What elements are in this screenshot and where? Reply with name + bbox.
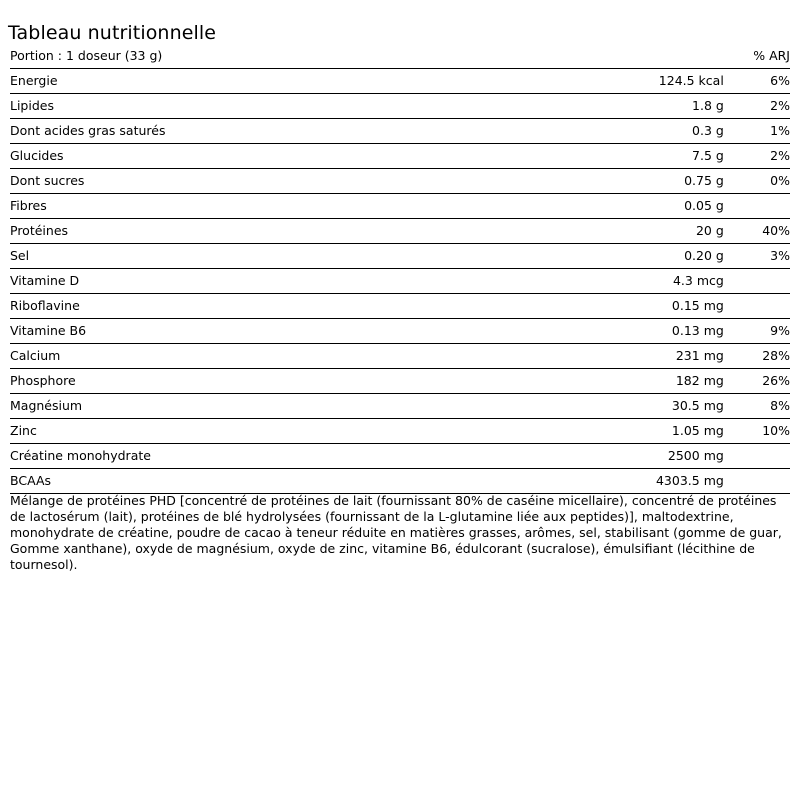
nutrient-percent-arj: 28% xyxy=(724,344,790,369)
nutrient-amount: 2500 mg xyxy=(481,444,724,469)
table-row xyxy=(10,344,790,369)
table-row xyxy=(10,69,790,94)
nutrient-percent-arj: 26% xyxy=(724,369,790,394)
table-row xyxy=(10,369,790,394)
ingredients-text: Mélange de protéines PHD [concentré de protéines de lait (fournissant 80% de caséine micellaire), concentré de protéines de lactosérum (lait), protéines de blé hydrolysées (fournissant de la L-glutamine liée aux peptides)], maltodextrine, monohydrate de créatine, poudre de cacao à teneur réduite en matières grasses, arômes, sel, stabilisant (gomme de guar, Gomme xanthane), oxyde de magnésium, oxyde de zinc, vitamine B6, édulcorant (sucralose), émulsifiant (lécithine de tournesol). xyxy=(10,492,782,573)
nutrient-amount: 0.20 g xyxy=(481,244,724,269)
table-row xyxy=(10,194,790,219)
table-row xyxy=(10,219,790,244)
nutrient-name: Créatine monohydrate xyxy=(10,444,481,469)
nutrient-name: Protéines xyxy=(10,219,481,244)
nutrient-name: Dont acides gras saturés xyxy=(10,119,481,144)
nutrient-amount: 1.8 g xyxy=(481,94,724,119)
nutrient-percent-arj xyxy=(724,269,790,294)
nutrient-name: Energie xyxy=(10,69,481,94)
nutrient-amount: 0.13 mg xyxy=(481,319,724,344)
nutrient-amount: 20 g xyxy=(481,219,724,244)
table-row xyxy=(10,169,790,194)
nutrient-amount: 30.5 mg xyxy=(481,394,724,419)
nutrient-name: Sel xyxy=(10,244,481,269)
nutrient-name: Fibres xyxy=(10,194,481,219)
nutrient-name: Riboflavine xyxy=(10,294,481,319)
nutrient-percent-arj: 6% xyxy=(724,69,790,94)
table-row xyxy=(10,444,790,469)
nutrient-amount: 4303.5 mg xyxy=(481,469,724,494)
page-title: Tableau nutritionnelle xyxy=(8,21,217,44)
nutrient-name: Vitamine B6 xyxy=(10,319,481,344)
nutrient-amount: 0.75 g xyxy=(481,169,724,194)
nutrient-percent-arj: 8% xyxy=(724,394,790,419)
nutrient-name: Zinc xyxy=(10,419,481,444)
nutrient-percent-arj: 2% xyxy=(724,94,790,119)
table-row xyxy=(10,294,790,319)
nutrient-amount: 0.05 g xyxy=(481,194,724,219)
nutrient-percent-arj xyxy=(724,444,790,469)
nutrient-name: Vitamine D xyxy=(10,269,481,294)
table-row xyxy=(10,394,790,419)
percent-arj-column-header: % ARJ xyxy=(724,44,790,69)
table-row xyxy=(10,319,790,344)
value-column-header xyxy=(481,44,724,69)
nutrient-percent-arj xyxy=(724,194,790,219)
table-row xyxy=(10,419,790,444)
nutrient-name: Dont sucres xyxy=(10,169,481,194)
nutrition-table-header-row xyxy=(10,44,790,69)
nutrient-amount: 7.5 g xyxy=(481,144,724,169)
nutrition-table xyxy=(10,44,790,494)
table-row xyxy=(10,469,790,494)
nutrient-percent-arj: 3% xyxy=(724,244,790,269)
nutrient-name: Magnésium xyxy=(10,394,481,419)
nutrient-amount: 231 mg xyxy=(481,344,724,369)
nutrient-percent-arj: 40% xyxy=(724,219,790,244)
nutrient-name: Lipides xyxy=(10,94,481,119)
nutrient-name: Phosphore xyxy=(10,369,481,394)
nutrient-amount: 182 mg xyxy=(481,369,724,394)
nutrient-amount: 4.3 mcg xyxy=(481,269,724,294)
table-row xyxy=(10,144,790,169)
nutrient-percent-arj: 0% xyxy=(724,169,790,194)
nutrient-name: BCAAs xyxy=(10,469,481,494)
nutrient-percent-arj xyxy=(724,469,790,494)
table-row xyxy=(10,269,790,294)
nutrient-amount: 0.3 g xyxy=(481,119,724,144)
table-row xyxy=(10,244,790,269)
portion-label: Portion : 1 doseur (33 g) xyxy=(10,44,481,69)
table-row xyxy=(10,94,790,119)
nutrient-percent-arj xyxy=(724,294,790,319)
nutrient-percent-arj: 1% xyxy=(724,119,790,144)
nutrient-name: Glucides xyxy=(10,144,481,169)
nutrient-amount: 1.05 mg xyxy=(481,419,724,444)
nutrient-percent-arj: 9% xyxy=(724,319,790,344)
nutrient-name: Calcium xyxy=(10,344,481,369)
nutrient-amount: 124.5 kcal xyxy=(481,69,724,94)
nutrition-table-body xyxy=(10,44,790,494)
table-row xyxy=(10,119,790,144)
nutrient-percent-arj: 2% xyxy=(724,144,790,169)
nutrient-percent-arj: 10% xyxy=(724,419,790,444)
nutrient-amount: 0.15 mg xyxy=(481,294,724,319)
